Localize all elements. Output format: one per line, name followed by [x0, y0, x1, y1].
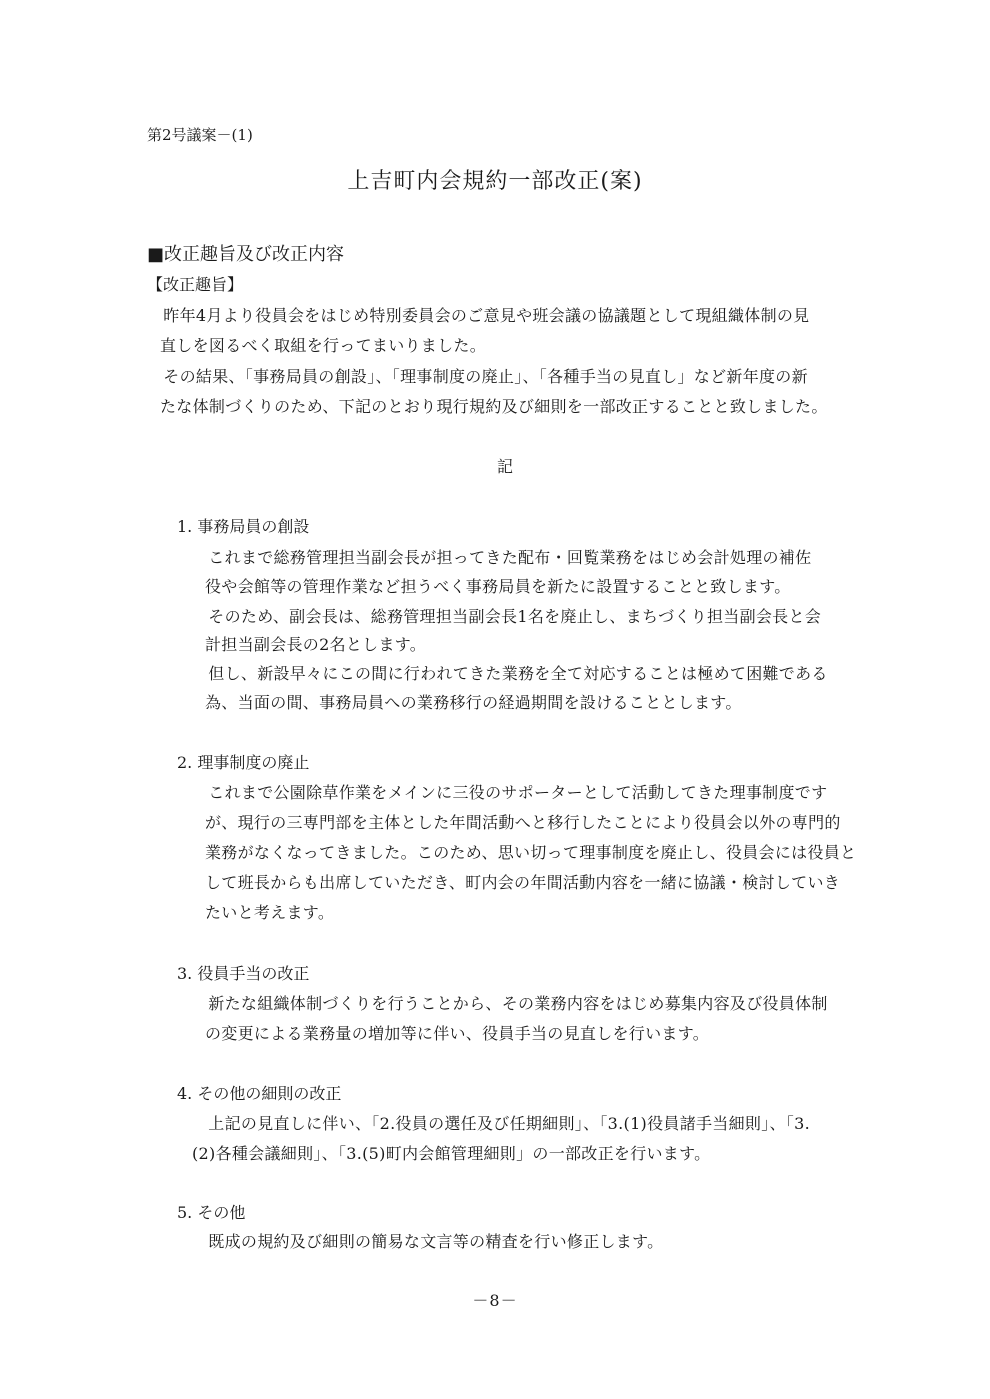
item-line: 但し、新設早々にこの間に行われてきた業務を全て対応することは極めて困難である: [192, 664, 828, 683]
section-heading: ■改正趣旨及び改正内容: [147, 244, 345, 265]
agenda-label: 第2号議案－(1): [147, 126, 253, 144]
item-line: の変更による業務量の増加等に伴い、役員手当の見直しを行います。: [205, 1024, 710, 1043]
item-line: 上記の見直しに伴い、「2.役員の選任及び任期細則」、「3.(1)役員諸手当細則」、「3.: [192, 1114, 810, 1133]
purpose-line: その結果、「事務局員の創設」、「理事制度の廃止」、「各種手当の見直し」など新年度の新: [147, 367, 808, 386]
item-line: 業務がなくなってきました。このため、思い切って理事制度を廃止し、役員会には役員と: [205, 843, 857, 862]
ki-marker: 記: [496, 457, 513, 476]
item-line: これまで総務管理担当副会長が担ってきた配布・回覧業務をはじめ会計処理の補佐: [192, 548, 812, 567]
purpose-line: 昨年4月より役員会をはじめ特別委員会のご意見や班会議の協議題として現組織体制の見: [147, 306, 810, 325]
item-line: 役や会館等の管理作業など担うべく事務局員を新たに設置することと致します。: [205, 577, 791, 596]
document-title: 上吉町内会規約一部改正(案): [347, 169, 643, 194]
item-line: して班長からも出席していただき、町内会の年間活動内容を一緒に協議・検討していき: [205, 873, 841, 892]
item-line: 為、当面の間、事務局員への業務移行の経過期間を設けることとします。: [205, 693, 742, 712]
item-heading: 3. 役員手当の改正: [177, 964, 310, 983]
item-heading: 5. その他: [177, 1203, 246, 1222]
purpose-line: たな体制づくりのため、下記のとおり現行規約及び細則を一部改正することと致しました。: [160, 397, 828, 416]
item-line: 計担当副会長の2名とします。: [205, 635, 427, 654]
item-line: そのため、副会長は、総務管理担当副会長1名を廃止し、まちづくり担当副会長と会: [192, 607, 822, 626]
item-line: 既成の規約及び細則の簡易な文言等の精査を行い修正します。: [192, 1232, 664, 1251]
item-line: 新たな組織体制づくりを行うことから、その業務内容をはじめ募集内容及び役員体制: [192, 994, 828, 1013]
purpose-heading: 【改正趣旨】: [147, 275, 244, 294]
item-line: たいと考えます。: [205, 903, 335, 922]
purpose-line: 直しを図るべく取組を行ってまいりました。: [160, 336, 487, 355]
item-heading: 4. その他の細則の改正: [177, 1084, 342, 1103]
item-heading: 1. 事務局員の創設: [177, 517, 310, 536]
item-line: が、現行の三専門部を主体とした年間活動へと移行したことにより役員会以外の専門的: [205, 813, 841, 832]
page-number: －8－: [472, 1291, 518, 1310]
item-line: (2)各種会議細則」、「3.(5)町内会館管理細則」の一部改正を行います。: [192, 1144, 711, 1163]
item-line: これまで公園除草作業をメインに三役のサポーターとして活動してきた理事制度です: [192, 783, 828, 802]
item-heading: 2. 理事制度の廃止: [177, 753, 310, 772]
